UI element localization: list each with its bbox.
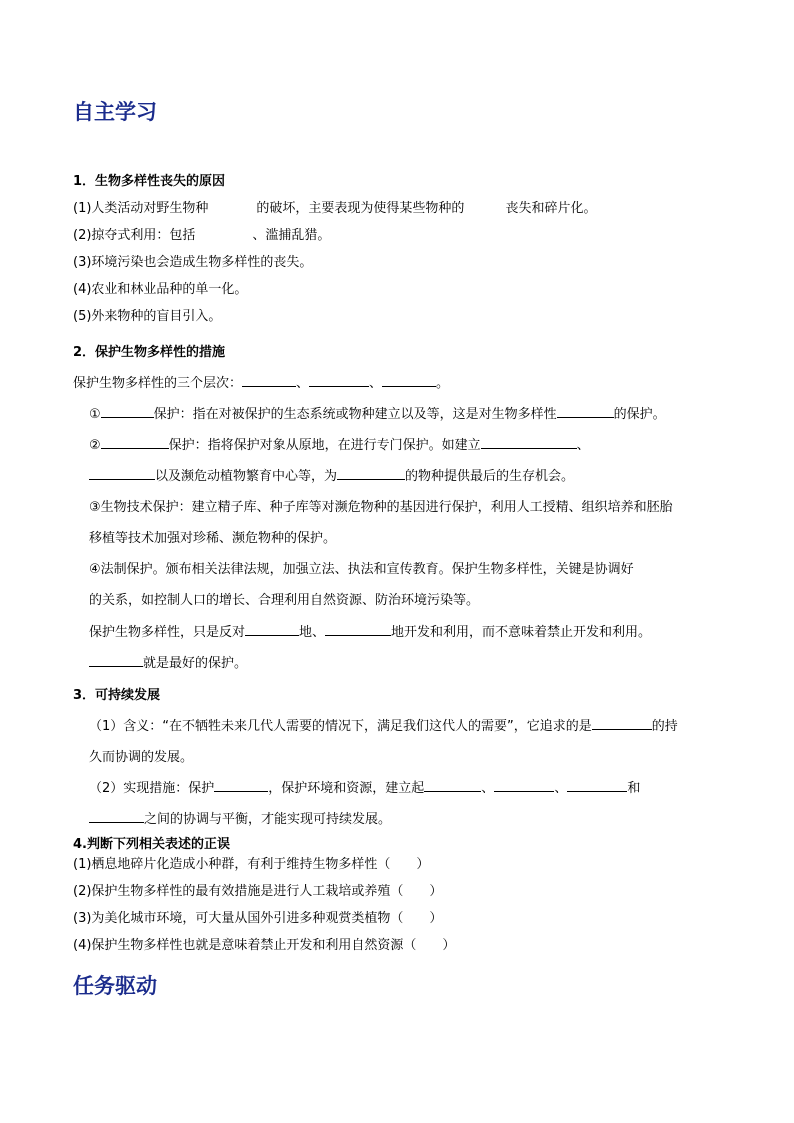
answer-blank[interactable] — [382, 374, 436, 387]
text-segment: (1)人类活动对野生物种 — [73, 201, 209, 216]
text-segment: ，保护环境和资源，建立起 — [268, 781, 425, 796]
text-segment: 和 — [627, 781, 641, 796]
answer-blank[interactable] — [557, 405, 614, 418]
true-false-item: (1)栖息地碎片化造成小种群，有利于维持生物多样性（ ） — [73, 857, 430, 872]
answer-blank[interactable] — [214, 779, 268, 792]
heading-true-false: 4.判断下列相关表述的正误 — [73, 837, 230, 852]
answer-blank[interactable] — [337, 467, 405, 480]
cause-line-1 — [73, 197, 596, 216]
measure-2-line — [89, 434, 590, 453]
answer-blank[interactable] — [89, 810, 144, 823]
measures-line-cont — [89, 808, 391, 827]
measure-1-line — [89, 403, 666, 422]
text-segment: 、 — [576, 438, 590, 453]
measure-2-line-cont — [89, 465, 574, 484]
answer-blank[interactable] — [101, 436, 169, 449]
text-segment: 的物种提供最后的生存机会。 — [405, 469, 575, 484]
heading-sustainable: 3．可持续发展 — [73, 688, 161, 703]
text-segment: 地、 — [299, 625, 326, 640]
text-segment: 保护生物多样性，只是反对 — [89, 625, 246, 640]
text-segment: 的持 — [651, 719, 678, 734]
text-segment: 保护：指在对被保护的生态系统或物种建立以及等，这是对生物多样性 — [153, 407, 557, 422]
section-title-self-study: 自主学习 — [73, 99, 157, 124]
text-segment: 、滥捕乱猎。 — [252, 228, 331, 243]
text-segment: 、 — [369, 376, 383, 391]
protection-line-1 — [89, 621, 651, 640]
true-false-item: (3)为美化城市环境，可大量从国外引进多种观赏类植物（ ） — [73, 911, 443, 926]
measure-3-line-cont: 移植等技术加强对珍稀、濒危物种的保护。 — [89, 531, 337, 546]
section-title-task-driven: 任务驱动 — [73, 973, 157, 998]
text-segment: ② — [89, 438, 101, 453]
heading-measures: 2．保护生物多样性的措施 — [73, 345, 226, 360]
answer-blank[interactable] — [481, 436, 577, 449]
answer-blank[interactable] — [325, 623, 391, 636]
cause-line-5: (5)外来物种的盲目引入。 — [73, 309, 222, 324]
cause-line-3: (3)环境污染也会造成生物多样性的丧失。 — [73, 255, 313, 270]
text-segment: 、 — [296, 376, 310, 391]
text-segment: 丧失和碎片化。 — [505, 201, 597, 216]
answer-blank[interactable] — [101, 405, 154, 418]
text-segment: 的破坏，主要表现为使得某些物种的 — [256, 201, 465, 216]
answer-blank[interactable] — [567, 779, 627, 792]
measure-4-line: ④法制保护。颁布相关法律法规，加强立法、执法和宣传教育。保护生物多样性，关键是协调好 — [89, 562, 634, 577]
text-segment: 以及濒危动植物繁育中心等，为 — [155, 469, 338, 484]
text-segment: (2)掠夺式利用：包括 — [73, 228, 196, 243]
cause-line-4: (4)农业和林业品种的单一化。 — [73, 282, 248, 297]
text-segment: 、 — [554, 781, 568, 796]
cause-line-2 — [73, 224, 330, 243]
true-false-item: (4)保护生物多样性也就是意味着禁止开发和利用自然资源（ ） — [73, 938, 456, 953]
heading-causes: 1．生物多样性丧失的原因 — [73, 174, 226, 189]
answer-blank[interactable] — [242, 374, 296, 387]
measure-4-line-cont: 的关系，如控制人口的增长、合理利用自然资源、防治环境污染等。 — [89, 593, 480, 608]
true-false-item: (2)保护生物多样性的最有效措施是进行人工栽培或养殖（ ） — [73, 884, 443, 899]
measure-3-line: ③生物技术保护：建立精子库、种子库等对濒危物种的基因进行保护，利用人工授精、组织培养和胚胎 — [89, 500, 673, 515]
answer-blank[interactable] — [245, 623, 299, 636]
definition-line-cont: 久而协调的发展。 — [89, 750, 194, 765]
text-segment: 保护生物多样性的三个层次： — [73, 376, 243, 391]
answer-blank[interactable] — [494, 779, 554, 792]
text-segment: （2）实现措施：保护 — [89, 781, 215, 796]
text-segment: 之间的协调与平衡，才能实现可持续发展。 — [144, 812, 392, 827]
text-segment: 保护：指将保护对象从原地，在进行专门保护。如建立 — [168, 438, 481, 453]
definition-line — [89, 715, 678, 734]
text-segment: 的保护。 — [613, 407, 666, 422]
text-segment: 地开发和利用，而不意味着禁止开发和利用。 — [391, 625, 652, 640]
text-segment: 。 — [436, 376, 450, 391]
levels-line — [73, 372, 449, 391]
answer-blank[interactable] — [592, 717, 652, 730]
answer-blank[interactable] — [309, 374, 369, 387]
text-segment: 就是最好的保护。 — [143, 656, 248, 671]
text-segment: ① — [89, 407, 101, 422]
answer-blank[interactable] — [89, 654, 143, 667]
answer-blank[interactable] — [89, 467, 155, 480]
protection-line-2 — [89, 652, 247, 671]
answer-blank[interactable] — [424, 779, 481, 792]
text-segment: （1）含义：“在不牺牲未来几代人需要的情况下，满足我们这代人的需要”，它追求的是 — [89, 719, 592, 734]
text-segment: 、 — [481, 781, 495, 796]
measures-line — [89, 777, 640, 796]
